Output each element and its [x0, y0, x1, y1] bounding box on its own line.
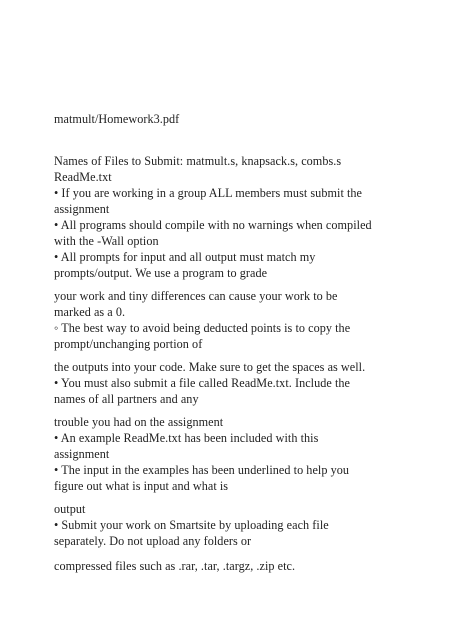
text-line: • Submit your work on Smartsite by uploading each file [54, 518, 329, 532]
text-line: • All prompts for input and all output must match my [54, 250, 316, 264]
text-line: assignment [54, 202, 110, 216]
text-line: Names of Files to Submit: matmult.s, knapsack.s, combs.s [54, 154, 342, 168]
text-line: with the -Wall option [54, 234, 159, 248]
text-line: prompt/unchanging portion of [54, 337, 203, 351]
text-line: • An example ReadMe.txt has been included with this [54, 431, 319, 445]
text-line: output [54, 502, 86, 516]
text-line: marked as a 0. [54, 305, 126, 319]
text-line: • All programs should compile with no warnings when compiled [54, 218, 372, 232]
text-line: prompts/output. We use a program to grade [54, 266, 268, 280]
text-line: trouble you had on the assignment [54, 415, 224, 429]
text-line: names of all partners and any [54, 392, 199, 406]
text-line: separately. Do not upload any folders or [54, 534, 252, 548]
text-line: • The input in the examples has been underlined to help you [54, 463, 350, 477]
text-line: ◦ The best way to avoid being deducted points is to copy the [54, 321, 351, 335]
text-line: compressed files such as .rar, .tar, .targz, .zip etc. [54, 559, 296, 573]
text-line: assignment [54, 447, 110, 461]
text-line: the outputs into your code. Make sure to get the spaces as well. [54, 360, 366, 374]
text-line: your work and tiny differences can cause your work to be [54, 289, 338, 303]
text-line: • If you are working in a group ALL members must submit the [54, 186, 363, 200]
text-line: • You must also submit a file called ReadMe.txt. Include the [54, 376, 350, 390]
text-line: figure out what is input and what is [54, 479, 229, 493]
document-header: matmult/Homework3.pdf [54, 112, 180, 126]
text-line: ReadMe.txt [54, 170, 112, 184]
